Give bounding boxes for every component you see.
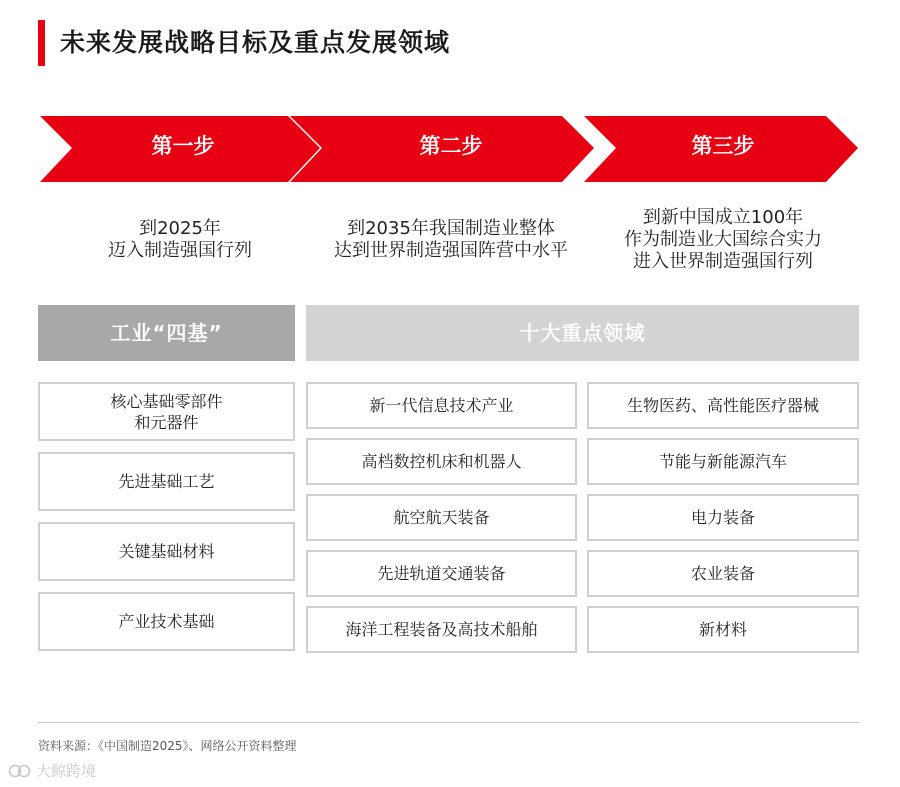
basic-item-label: 核心基础零部件: [110, 391, 223, 411]
field-item-cnc-robots: [306, 438, 577, 485]
whale-logo-icon: [8, 763, 32, 779]
basic-item-components: [38, 382, 295, 441]
goal-line: 迈入制造强国行列: [108, 240, 252, 261]
goal-line: 到2035年我国制造业整体: [347, 218, 555, 239]
field-item-label: 新一代信息技术产业: [369, 396, 514, 415]
goal-line: 作为制造业大国综合实力: [624, 229, 822, 250]
field-item-label: 高档数控机床和机器人: [361, 452, 522, 471]
basic-item-label: 和元器件: [134, 412, 199, 432]
basic-item-tech: [38, 592, 295, 651]
field-item-materials: [587, 606, 859, 653]
field-item-it: [306, 382, 577, 429]
step-goal-1: [40, 218, 320, 262]
step-label-2: 第二步: [419, 134, 483, 158]
field-item-label: 农业装备: [690, 564, 755, 583]
watermark: [8, 760, 96, 781]
four-basics-header: 工业“四基”: [38, 305, 295, 361]
goal-line: 进入世界制造强国行列: [633, 251, 813, 272]
field-item-label: 生物医药、高性能医疗器械: [626, 396, 819, 415]
basic-item-materials: [38, 522, 295, 581]
field-item-label: 新材料: [698, 620, 747, 639]
field-item-biomed: [587, 382, 859, 429]
field-item-aerospace: [306, 494, 577, 541]
field-item-label: 海洋工程装备及高技术船舶: [345, 620, 538, 639]
field-item-agri: [587, 550, 859, 597]
watermark-text: 大鲸跨境: [36, 762, 97, 780]
field-item-label: 先进轨道交通装备: [377, 564, 506, 583]
basic-item-process: [38, 452, 295, 511]
ten-fields-header: 十大重点领域: [306, 305, 859, 361]
page-title: 未来发展战略目标及重点发展领域: [60, 28, 451, 57]
step-arrows: [0, 0, 900, 200]
field-item-label: 航空航天装备: [393, 508, 490, 527]
basic-item-label: 先进基础工艺: [118, 472, 215, 491]
goal-line: 到新中国成立100年: [642, 207, 804, 228]
field-item-nev: [587, 438, 859, 485]
field-item-marine: [306, 606, 577, 653]
field-item-rail: [306, 550, 577, 597]
source-note: 资料来源：《中国制造2025》、网络公开资料整理: [38, 739, 297, 753]
basic-item-label: 产业技术基础: [118, 612, 215, 631]
goal-line: 到2025年: [139, 218, 221, 239]
field-item-label: 电力装备: [690, 508, 755, 527]
step-goal-2: [311, 218, 591, 262]
step-goal-3: [583, 207, 863, 273]
footer-divider: [38, 722, 860, 723]
step-label-3: 第三步: [691, 134, 755, 158]
goal-line: 达到世界制造强国阵营中水平: [334, 240, 568, 261]
field-item-power: [587, 494, 859, 541]
field-item-label: 节能与新能源汽车: [658, 452, 787, 471]
basic-item-label: 关键基础材料: [118, 542, 215, 561]
step-label-1: 第一步: [151, 134, 215, 158]
